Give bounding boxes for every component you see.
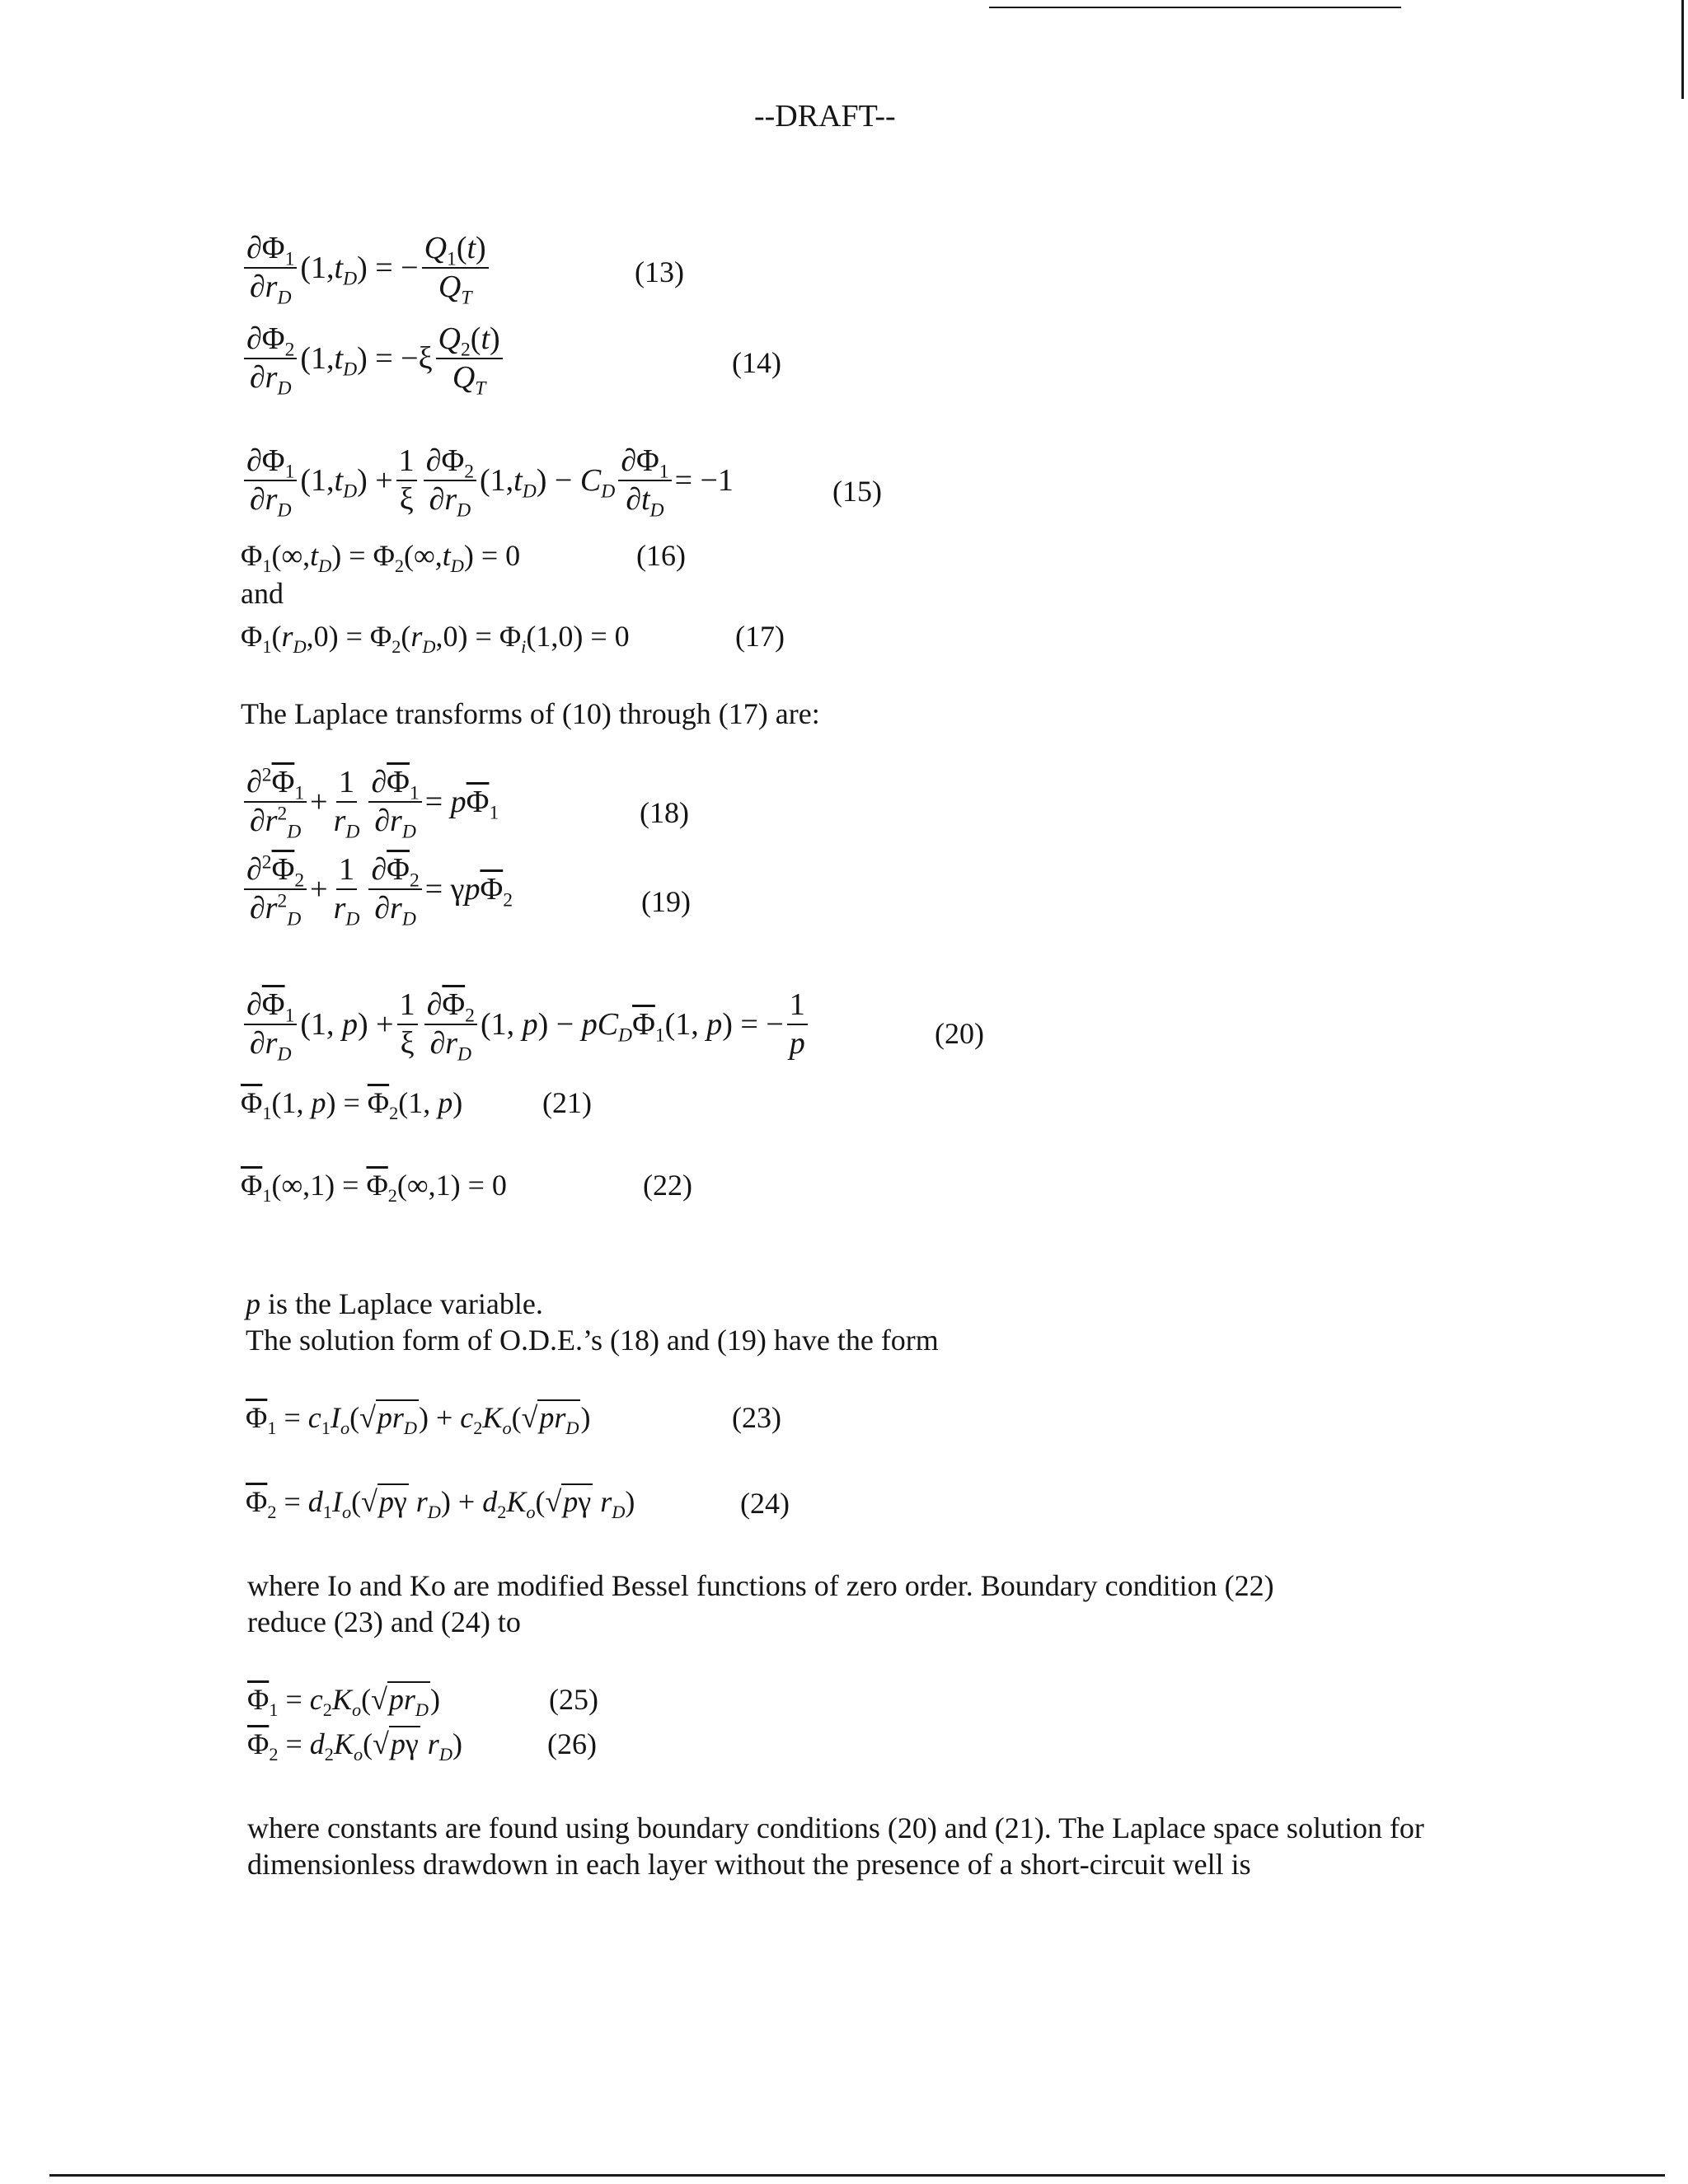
laplace-variable-text [246, 1289, 543, 1319]
equation-23: $\overline{\Phi}_1 = c_1I_o(√pr_D) + c_2K_o(√pr_D)$ [246, 1401, 591, 1439]
scan-edge-top [989, 7, 1401, 8]
laplace-variable-desc: is the Laplace variable. [268, 1287, 543, 1320]
equation-number-21: (21) [542, 1086, 592, 1119]
laplace-intro-text: The Laplace transforms of (10) through (17) are: [241, 697, 820, 730]
equation-20: $\frac{\partial\overline{\Phi}_1}{\partial r_D}$ (1, p) + $\frac{1}{\xi}$ $\frac{\partial\overline{\Phi}_2}{\partial r_D}$ (1, $p) - pC_D\overline{\Phi}_1(1$, p) = − $\frac{1}{p}$ [241, 989, 811, 1060]
equation-number-15: (15) [832, 475, 882, 508]
equation-number-19: (19) [641, 885, 691, 918]
equation-number-14: (14) [732, 346, 781, 379]
equation-number-25: (25) [549, 1683, 598, 1716]
equation-26: $\overline{\Phi}_2 = d_2K_o(√p\gamma$ $r_D$) [247, 1727, 462, 1765]
equation-number-18: (18) [640, 796, 689, 829]
equation-15: $\frac{\partial\Phi_1}{\partial r_D}$ $(1,t_D)$ + $\frac{1}{\xi}$ $\frac{\partial\Phi_2}{\partial r_D}$ $(1,t_D) - C_D$ $\frac{\partial\Phi_1}{\partial t_D}$ = −1 [241, 445, 734, 516]
equation-number-22: (22) [643, 1169, 692, 1202]
equation-14: $\frac{\partial\Phi_2}{\partial r_D}$ $(1,t_D) = -\xi$ $\frac{Q_2(t)}{Q_T}$ [241, 323, 506, 394]
bessel-text-line2: reduce (23) and (24) to [247, 1605, 521, 1638]
page-header: --DRAFT-- [754, 99, 896, 134]
equation-22: $\overline{\Phi}_1(\infty,1) = \overline{\Phi}_2(\infty,1) = 0$ [241, 1169, 507, 1207]
equation-21: $\overline{\Phi}_1(1$, $p) = \overline{\Phi}_2(1$, p) [241, 1086, 463, 1124]
scan-edge-bottom [49, 2174, 1665, 2177]
equation-number-24: (24) [740, 1487, 790, 1520]
equation-16: $\Phi_1(\infty,t_D) = \Phi_2(\infty,t_D) = 0$ [241, 539, 521, 577]
p-symbol: p [246, 1287, 260, 1320]
equation-17: $\Phi_1(r_D,0) = \Phi_2(r_D,0) = \Phi_i(1,0) = 0$ [241, 620, 630, 658]
equation-number-23: (23) [732, 1401, 781, 1434]
equation-number-20: (20) [935, 1017, 984, 1050]
solution-form-text: The solution form of O.D.E.’s (18) and (19) have the form [246, 1324, 939, 1357]
connector-and: and [241, 577, 284, 610]
equation-number-17: (17) [735, 620, 785, 653]
equation-number-13: (13) [635, 255, 684, 288]
constants-paragraph: where constants are found using boundary conditions (20) and (21). The Laplace space solution for dimensionless drawdown in each layer without the presence of a short-circuit well is [247, 1811, 1424, 1881]
equation-number-26: (26) [547, 1727, 597, 1760]
equation-24: $\overline{\Phi}_2 = d_1I_o(√p\gamma$ $r_D) + d_2K_o(√p\gamma$ $r_D$) [246, 1485, 635, 1523]
scan-edge-right [1681, 0, 1684, 99]
equation-number-16: (16) [636, 539, 686, 572]
bessel-text-line1: where Io and Ko are modified Bessel functions of zero order. Boundary condition (22) [247, 1569, 1274, 1602]
equation-25: $\overline{\Phi}_1 = c_2K_o(√pr_D)$ [247, 1683, 440, 1721]
equation-13: $\frac{\partial\Phi_1}{\partial r_D}$ $(1,t_D)$ = − $\frac{Q_1(t)}{Q_T}$ [241, 232, 492, 303]
equation-19: $\frac{\partial^2\overline{\Phi}_2}{\partial r^2_D}$ + $\frac{1}{r_D}$ $\frac{\partial\overline{\Phi}_2}{\partial r_D}$ = $\gamma p\overline{\Phi}_2$ [241, 854, 513, 925]
equation-18: $\frac{\partial^2\overline{\Phi}_1}{\partial r^2_D}$ + $\frac{1}{r_D}$ $\frac{\partial\overline{\Phi}_1}{\partial r_D}$ = $p\overline{\Phi}_1$ [241, 766, 499, 837]
